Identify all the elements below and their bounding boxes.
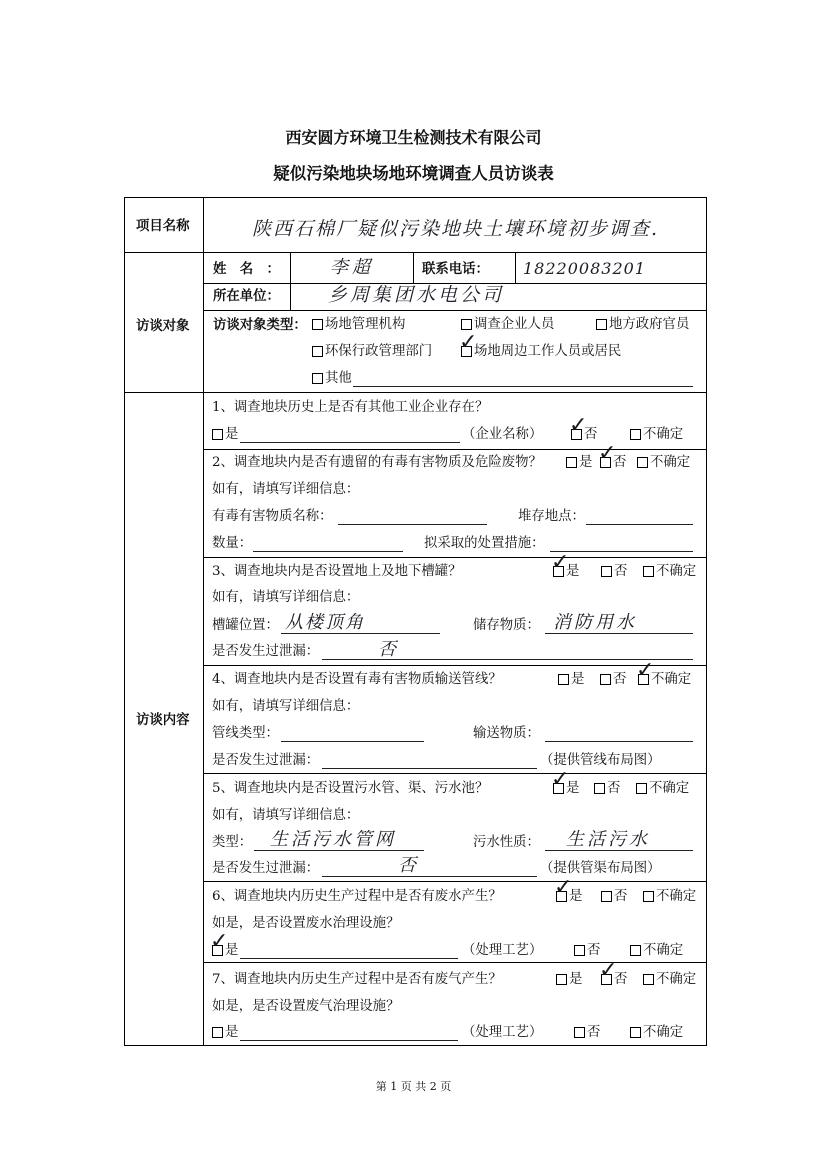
checkbox-icon xyxy=(643,566,654,577)
option-label: 不确定 xyxy=(656,564,697,579)
option-label: 是 xyxy=(225,1025,239,1040)
option-label: 是 xyxy=(566,564,580,579)
detail-prompt: 如有，请填写详细信息： xyxy=(212,699,360,714)
option-label: 不确定 xyxy=(643,943,684,958)
check-mark-icon: ✓ xyxy=(636,658,655,683)
checkbox-icon xyxy=(630,945,641,956)
form-title: 疑似污染地块场地环境调查人员访谈表 xyxy=(273,164,554,183)
option-label: 不确定 xyxy=(643,1025,684,1040)
checkbox-icon xyxy=(596,319,607,330)
checkbox-icon xyxy=(459,330,478,357)
checkbox-icon xyxy=(569,413,588,440)
field-note: （处理工艺） xyxy=(462,1025,543,1040)
type-option-label: 环保行政管理部门 xyxy=(325,344,433,359)
checkbox-icon xyxy=(600,674,611,685)
field-label: 是否发生过泄漏： xyxy=(212,753,320,768)
option-label: 否 xyxy=(584,427,598,442)
question-text: 1、调查地块历史上是否有其他工业企业存在？ xyxy=(212,400,489,415)
checkbox-icon xyxy=(312,319,323,330)
field-note: （提供管渠布局图） xyxy=(540,861,661,876)
option-label: 不确定 xyxy=(656,972,697,987)
table-line xyxy=(203,881,706,882)
question-text: 3、调查地块内是否设置地上及地下槽罐？ xyxy=(212,564,462,579)
field-label: 污水性质： xyxy=(473,835,540,850)
table-line xyxy=(124,252,706,253)
question-text: 4、调查地块内是否设置有毒有害物质输送管线？ xyxy=(212,672,502,687)
fill-in-blank xyxy=(322,876,537,877)
check-mark-icon: ✓ xyxy=(210,929,229,954)
checkbox-icon xyxy=(551,550,570,577)
checkbox-icon xyxy=(636,658,655,685)
option-label: 否 xyxy=(607,781,621,796)
checkbox-icon xyxy=(461,319,472,330)
name-label: 姓 名 ： xyxy=(213,261,280,277)
checkbox-icon xyxy=(643,974,654,985)
checkbox-icon xyxy=(312,346,323,357)
checkbox-icon xyxy=(551,767,570,794)
unit-label: 所在单位： xyxy=(213,288,280,304)
field-label: 槽罐位置： xyxy=(212,618,279,633)
option-label: 否 xyxy=(587,1025,601,1040)
question-text: 6、调查地块内历史生产过程中是否有废水产生？ xyxy=(212,889,502,904)
checkbox-icon xyxy=(599,958,618,985)
option-label: 不确定 xyxy=(643,427,684,442)
checkbox-icon xyxy=(212,1027,223,1038)
field-label: 数量： xyxy=(212,536,253,551)
check-mark-icon: ✓ xyxy=(459,330,478,355)
option-label: 否 xyxy=(614,972,628,987)
field-note: （处理工艺） xyxy=(462,943,543,958)
type-option-label: 其他 xyxy=(325,371,352,386)
field-note: （提供管线布局图） xyxy=(540,753,661,768)
table-line xyxy=(203,449,706,450)
table-line xyxy=(203,962,706,963)
checkbox-icon xyxy=(637,457,648,468)
field-label: 储存物质： xyxy=(473,618,540,633)
option-label: 不确定 xyxy=(651,672,692,687)
type-option-label: 场地管理机构 xyxy=(325,317,406,332)
option-label: 是 xyxy=(225,427,239,442)
checkbox-icon xyxy=(598,441,617,468)
phone-label: 联系电话： xyxy=(422,261,489,277)
fill-in-blank xyxy=(240,958,458,959)
checkbox-icon xyxy=(212,429,223,440)
checkbox-icon xyxy=(601,566,612,577)
option-label: 否 xyxy=(614,564,628,579)
table-line xyxy=(203,773,706,774)
field-value: 否 xyxy=(378,639,396,660)
detail-prompt: 如有，请填写详细信息： xyxy=(212,808,360,823)
checkbox-icon xyxy=(630,429,641,440)
company-name: 西安圆方环境卫生检测技术有限公司 xyxy=(285,128,542,147)
table-line xyxy=(290,252,291,310)
option-label: 否 xyxy=(587,943,601,958)
sub-question-text: 如是，是否设置废水治理设施？ xyxy=(212,916,400,931)
question-text: 2、调查地块内是否有遗留的有毒有害物质及危险废物？ xyxy=(212,455,542,470)
option-label: 否 xyxy=(614,889,628,904)
option-label: 否 xyxy=(613,672,627,687)
fill-in-blank xyxy=(240,442,460,443)
unit-value: 乡周集团水电公司 xyxy=(328,284,505,306)
option-label: 是 xyxy=(579,455,593,470)
type-option-label: 地方政府官员 xyxy=(609,317,690,332)
field-value: 从楼顶角 xyxy=(285,612,365,633)
check-mark-icon: ✓ xyxy=(551,550,570,575)
checkbox-icon xyxy=(566,457,577,468)
fill-in-blank xyxy=(253,551,403,552)
checkbox-icon xyxy=(312,373,323,384)
option-label: 不确定 xyxy=(650,455,691,470)
table-line xyxy=(124,392,706,393)
option-label: 是 xyxy=(225,943,239,958)
checkbox-icon xyxy=(574,1027,585,1038)
field-label: 输送物质： xyxy=(473,726,540,741)
fill-in-blank xyxy=(240,1040,458,1041)
fill-in-blank xyxy=(545,741,693,742)
option-label: 是 xyxy=(569,972,583,987)
interviewee-type-label: 访谈对象类型： xyxy=(213,317,307,333)
question-text: 7、调查地块内历史生产过程中是否有废气产生？ xyxy=(212,972,502,987)
phone-value: 18220083201 xyxy=(523,259,646,278)
fill-in-blank xyxy=(322,768,537,769)
checkbox-icon xyxy=(558,674,569,685)
table-line xyxy=(203,665,706,666)
option-label: 不确定 xyxy=(656,889,697,904)
field-value: 生活污水管网 xyxy=(270,829,396,850)
field-label: 是否发生过泄漏： xyxy=(212,861,320,876)
checkbox-icon xyxy=(556,974,567,985)
checkbox-icon xyxy=(643,891,654,902)
check-mark-icon: ✓ xyxy=(551,767,570,792)
project-label: 项目名称 xyxy=(136,218,190,234)
checkbox-icon xyxy=(210,929,229,956)
table-line xyxy=(203,557,706,558)
type-option-label: 场地周边工作人员或居民 xyxy=(474,344,622,359)
option-label: 是 xyxy=(571,672,585,687)
question-text: 5、调查地块内是否设置污水管、渠、污水池？ xyxy=(212,781,489,796)
option-label: 是 xyxy=(566,781,580,796)
field-label: 有毒有害物质名称： xyxy=(212,509,333,524)
field-label: 拟采取的处置措施： xyxy=(424,536,545,551)
checkbox-icon xyxy=(630,1027,641,1038)
table-line xyxy=(203,310,706,311)
field-note: （企业名称） xyxy=(462,427,543,442)
fill-in-blank xyxy=(281,741,424,742)
type-option-label: 调查企业人员 xyxy=(474,317,555,332)
checkbox-icon xyxy=(636,783,647,794)
option-label: 不确定 xyxy=(649,781,690,796)
table-line xyxy=(203,197,204,1045)
field-label: 是否发生过泄漏： xyxy=(212,644,320,659)
checkbox-icon xyxy=(574,945,585,956)
check-mark-icon: ✓ xyxy=(598,441,617,466)
detail-prompt: 如有，请填写详细信息： xyxy=(212,482,360,497)
fill-in-blank xyxy=(550,551,693,552)
fill-in-blank xyxy=(353,386,693,387)
sub-question-text: 如是，是否设置废气治理设施？ xyxy=(212,999,400,1014)
check-mark-icon: ✓ xyxy=(599,958,618,983)
content-label: 访谈内容 xyxy=(136,712,190,728)
option-label: 是 xyxy=(569,889,583,904)
interviewee-label: 访谈对象 xyxy=(136,318,190,334)
fill-in-blank xyxy=(586,524,693,525)
table-line xyxy=(515,252,516,283)
field-label: 管线类型： xyxy=(212,726,279,741)
field-value: 生活污水 xyxy=(566,829,650,850)
checkbox-icon xyxy=(554,875,573,902)
field-value: 否 xyxy=(398,855,416,876)
field-label: 类型： xyxy=(212,835,253,850)
check-mark-icon: ✓ xyxy=(554,875,573,900)
detail-prompt: 如有，请填写详细信息： xyxy=(212,590,360,605)
option-label: 否 xyxy=(613,455,627,470)
field-label: 堆存地点： xyxy=(518,509,585,524)
page-number: 第 1 页 共 2 页 xyxy=(375,1080,452,1093)
field-value: 消防用水 xyxy=(553,612,637,633)
table-line xyxy=(413,252,414,283)
name-value: 李超 xyxy=(330,257,374,278)
project-value: 陕西石棉厂疑似污染地块土壤环境初步调查. xyxy=(252,218,660,240)
checkbox-icon xyxy=(594,783,605,794)
fill-in-blank xyxy=(338,524,487,525)
checkbox-icon xyxy=(601,891,612,902)
check-mark-icon: ✓ xyxy=(569,413,588,438)
